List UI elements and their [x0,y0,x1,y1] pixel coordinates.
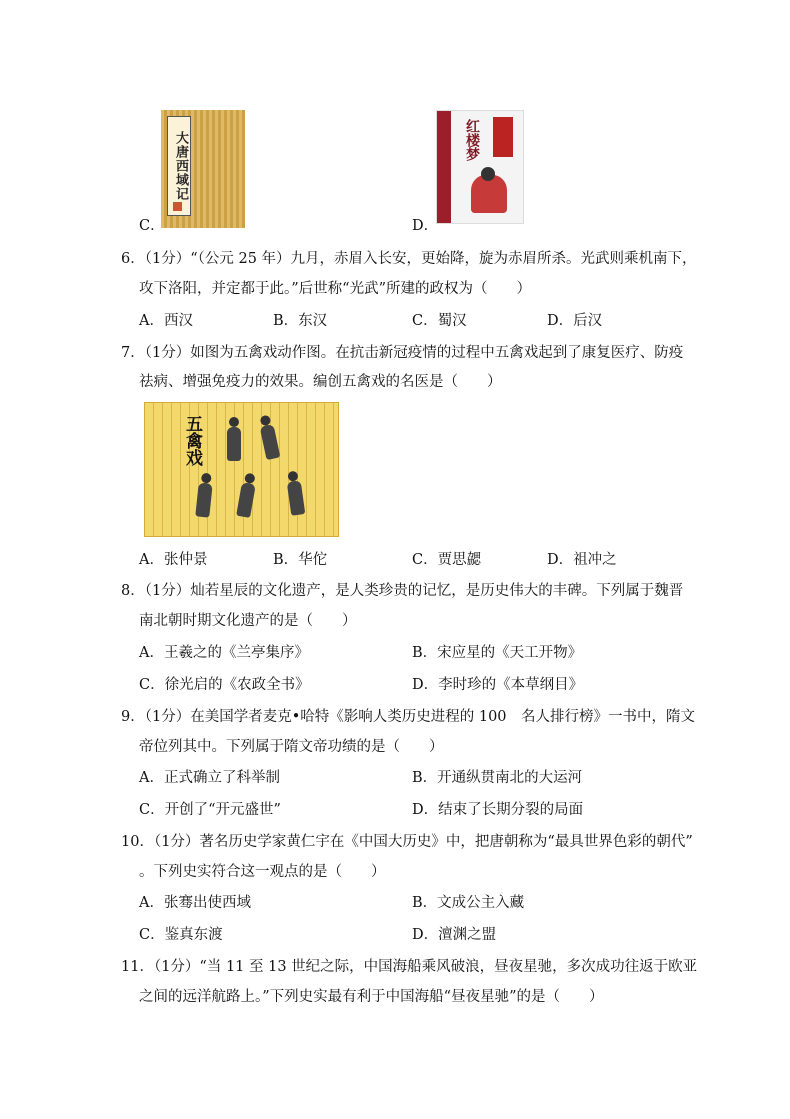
q10-stem-line1: 10．（1分）著名历史学家黄仁宇在《中国大历史》中，把唐朝称为“最具世界色彩的朝代” [121,834,693,850]
figure-5 [195,482,212,517]
book-banner [493,117,513,157]
q10-option-c: C．鉴真东渡 [139,927,223,943]
book-title-label: 大唐西域记 [167,116,191,216]
q8-stem-line1: 8．（1分）灿若星辰的文化遗产，是人类珍贵的记忆，是历史伟大的丰碑。下列属于魏晋 [121,583,684,599]
q9-option-c: C．开创了“开元盛世” [139,802,281,818]
figure-4 [287,480,306,516]
seal-mark [173,202,182,211]
wuqinxi-scroll-image [144,402,339,537]
figure-1 [227,427,241,461]
figure-3 [236,482,256,518]
book-figure-head [481,167,495,181]
q7-option-d: D．祖冲之 [547,552,617,568]
q8-option-c: C．徐光启的《农政全书》 [139,677,310,693]
q9-option-a: A．正式确立了科举制 [139,770,280,786]
scroll-title: 五禽戏 [182,415,202,466]
q7-option-b: B．华佗 [273,552,328,568]
option-d-label: D． [412,218,439,234]
q8-option-b: B．宋应星的《天工开物》 [412,645,583,661]
q9-stem-line1: 9．（1分）在美国学者麦克•哈特《影响人类历史进程的 100 名人排行榜》一书中，隋文 [121,709,696,725]
q7-option-c: C．贾思勰 [412,552,482,568]
book-cover-image-c [161,110,245,228]
q9-option-b: B．开通纵贯南北的大运河 [412,770,583,786]
q9-stem-line2: 帝位列其中。下列属于隋文帝功绩的是（ ） [139,739,444,755]
q11-stem-line1: 11．（1分）“当 11 至 13 世纪之际，中国海船乘风破浪，昼夜星驰，多次成功往返于欧亚 [121,959,698,975]
q8-option-d: D．李时珍的《本草纲目》 [412,677,584,693]
q7-option-a: A．张仲景 [139,552,208,568]
q6-stem-line1: 6．（1分）“（公元 25 年）九月，赤眉入长安，更始降，旋为赤眉所杀。光武则乘机南下， [121,251,697,267]
q10-option-a: A．张骞出使西域 [139,895,251,911]
q8-stem-line2: 南北朝时期文化遗产的是（ ） [139,613,357,629]
q11-stem-line2: 之间的远洋航路上。”下列史实最有利于中国海船“昼夜星驰”的是（ ） [139,989,604,1005]
q10-option-b: B．文成公主入藏 [412,895,525,911]
q10-stem-line2: 。下列史实符合这一观点的是（ ） [139,864,386,880]
option-c-label: C． [139,218,165,234]
q6-option-b: B．东汉 [273,313,328,329]
q9-option-d: D．结束了长期分裂的局面 [412,802,584,818]
q6-option-c: C．蜀汉 [412,313,467,329]
q6-option-d: D．后汉 [547,313,603,329]
book-title-label: 红楼梦 [464,119,480,161]
q7-stem-line1: 7．（1分）如图为五禽戏动作图。在抗击新冠疫情的过程中五禽戏起到了康复医疗、防疫 [121,345,684,361]
q7-stem-line2: 祛病、增强免疫力的效果。编创五禽戏的名医是（ ） [139,374,502,390]
book-cover-image-d [436,110,524,224]
q6-stem-line2: 攻下洛阳，并定都于此。”后世称“光武”所建的政权为（ ） [139,281,531,297]
book-spine [437,111,451,223]
q10-option-d: D．澶渊之盟 [412,927,497,943]
figure-2 [260,424,281,460]
q6-option-a: A．西汉 [139,313,193,329]
q8-option-a: A．王羲之的《兰亭集序》 [139,645,309,661]
